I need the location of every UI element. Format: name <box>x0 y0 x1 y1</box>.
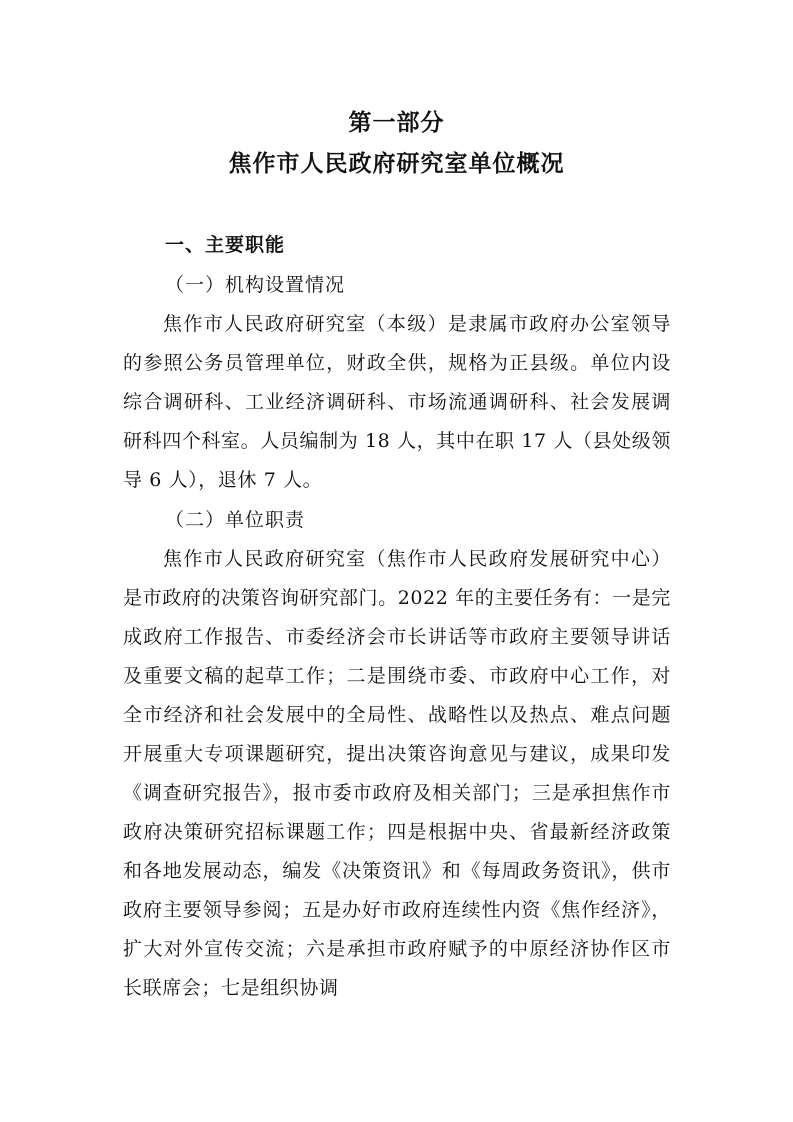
subheading-organization: （一）机构设置情况 <box>165 274 346 296</box>
subheading-responsibilities: （二）单位职责 <box>165 509 306 531</box>
part-title: 第一部分 <box>348 110 445 136</box>
paragraph-organization: 焦作市人民政府研究室（本级）是隶属市政府办公室领导的参照公务员管理单位，财政全供，规格为正县级。单位内设综合调研科、工业经济调研科、市场流通调研科、社会发展调研科四个科室。人员编制为 18 人，其中在职 17 人（县处级领导 6 人），退休 7 人。 <box>123 313 671 491</box>
paragraph-responsibilities: 焦作市人民政府研究室（焦作市人民政府发展研究中心）是市政府的决策咨询研究部门。2022 年的主要任务有：一是完成政府工作报告、市委经济会市长讲话等市政府主要领导讲话及重要文稿的起草工作；二是围绕市委、市政府中心工作，对全市经济和社会发展中的全局性、战略性以及热点、难点问题开展重大专项课题研究，提出决策咨询意见与建议，成果印发《调查研究报告》，报市委市政府及相关部门；三是承担焦作市政府决策研究招标课题工作；四是根据中央、省最新经济政策和各地发展动态，编发《决策资讯》和《每周政务资讯》，供市政府主要领导参阅；五是办好市政府连续性内资《焦作经济》，扩大对外宣传交流；六是承担市政府赋予的中原经济协作区市长联席会；七是组织协调 <box>123 548 671 999</box>
main-title: 焦作市人民政府研究室单位概况 <box>228 151 565 177</box>
section-heading-main-functions: 一、主要职能 <box>165 234 286 256</box>
